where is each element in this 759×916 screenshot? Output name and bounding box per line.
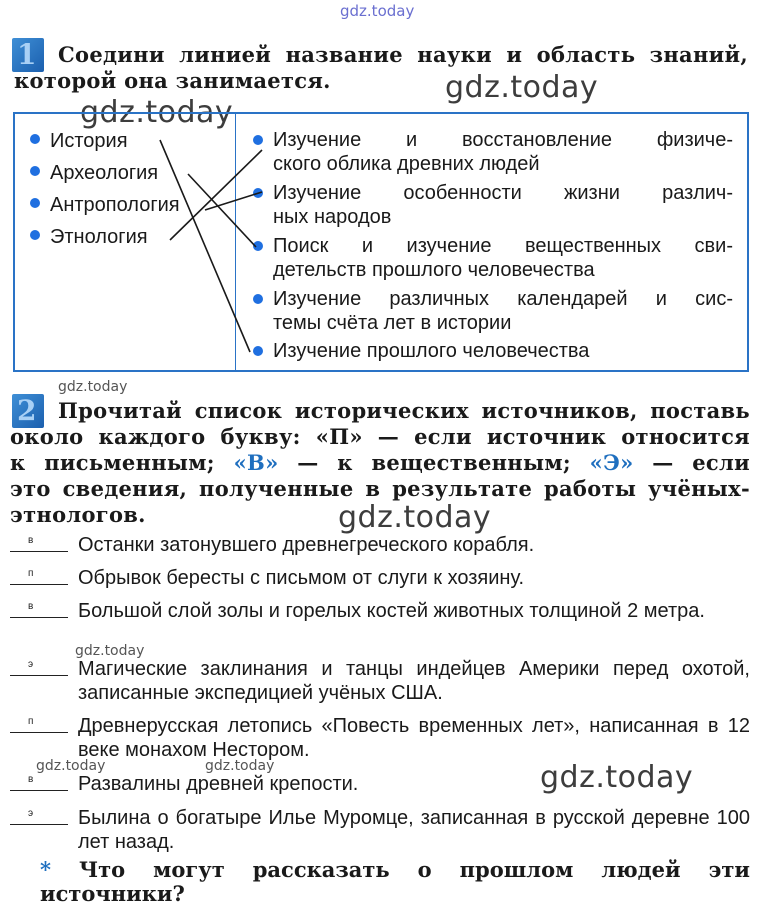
source-item xyxy=(10,772,750,796)
source-item xyxy=(10,657,750,705)
task-number: 1 xyxy=(17,38,37,71)
task3-question xyxy=(40,858,750,906)
task-number: 2 xyxy=(17,394,37,427)
heading-fragment: к письменным; xyxy=(10,450,234,475)
area-text-line: Изучение прошлого человечества xyxy=(273,340,590,362)
watermark: gdz.today xyxy=(58,379,128,395)
science-label: История xyxy=(50,130,128,152)
science-label: Археология xyxy=(50,162,159,184)
answer-blank[interactable] xyxy=(10,772,68,791)
source-item xyxy=(10,599,750,623)
source-text: Большой слой золы и горелых костей животных толщиной 2 метра. xyxy=(78,600,705,622)
heading-fragment: «Э» xyxy=(589,450,634,475)
source-item xyxy=(10,533,750,557)
answer-letter: п xyxy=(28,568,34,579)
match-line-archaeology-material xyxy=(188,174,256,247)
watermark: gdz.today xyxy=(36,758,106,774)
watermark: gdz.today xyxy=(445,70,599,105)
science-label: Этнология xyxy=(50,226,148,248)
source-item xyxy=(10,566,750,590)
answer-blank[interactable] xyxy=(10,533,68,552)
task3-text: Что могут рассказать о прошлом людей эти источники? xyxy=(40,857,750,906)
area-text-line: темы счёта лет в истории xyxy=(273,312,512,334)
answer-letter: п xyxy=(28,716,34,727)
task2-heading-line xyxy=(10,450,750,476)
source-text: Останки затонувшего древнегреческого корабля. xyxy=(78,534,535,556)
source-item xyxy=(10,806,750,854)
star-icon: * xyxy=(40,857,51,882)
answer-letter: э xyxy=(28,808,34,819)
watermark: gdz.today xyxy=(80,95,234,130)
answer-letter: э xyxy=(28,659,34,670)
area-text-line: Изучение и восстановление физиче- xyxy=(273,129,733,151)
source-text: Былина о богатыре Илье Муромце, записанная в русской деревне 100 лет назад. xyxy=(78,807,750,853)
answer-blank[interactable] xyxy=(10,806,68,825)
answer-blank[interactable] xyxy=(10,599,68,618)
answer-blank[interactable] xyxy=(10,657,68,676)
area-text-line: ского облика древних людей xyxy=(273,153,540,175)
source-text: Древнерусская летопись «Повесть временных лет», написанная в 12 веке монахом Нестором. xyxy=(78,715,750,761)
task2-heading-line: этнологов. xyxy=(10,502,146,527)
heading-fragment: — если xyxy=(633,450,750,475)
task2-heading-line: около каждого букву: «П» — если источник относится xyxy=(10,424,750,449)
area-text-line: ных народов xyxy=(273,206,392,228)
answer-letter: в xyxy=(28,601,34,612)
area-text-line: Изучение различных календарей и сис- xyxy=(273,288,733,310)
area-text-line: детельств прошлого человечества xyxy=(273,259,595,281)
source-text: Обрывок бересты с письмом от слуги к хозяину. xyxy=(78,567,525,589)
source-item xyxy=(10,714,750,762)
watermark: gdz.today xyxy=(75,643,145,659)
task2-heading-line: Прочитай список исторических источников, поставь xyxy=(58,398,750,423)
watermark: gdz.today xyxy=(205,758,275,774)
match-line-history-past xyxy=(160,140,250,352)
answer-letter: в xyxy=(28,774,34,785)
area-text-line: Изучение особенности жизни различ- xyxy=(273,182,733,204)
watermark-top: gdz.today xyxy=(340,2,415,20)
source-text: Развалины древней крепости. xyxy=(78,773,359,795)
source-text: Магические заклинания и танцы индейцев Америки перед охотой, записанные экспедицией учёных США. xyxy=(78,658,750,704)
watermark: gdz.today xyxy=(338,500,492,535)
heading-fragment: «В» xyxy=(233,450,279,475)
task2-heading-line: это сведения, полученные в результате работы учёных- xyxy=(10,476,750,501)
answer-blank[interactable] xyxy=(10,714,68,733)
heading-fragment: — к вещественным; xyxy=(278,450,590,475)
task1-heading-line: которой она занимается. xyxy=(14,68,331,93)
answer-blank[interactable] xyxy=(10,566,68,585)
task2-heading xyxy=(10,398,750,528)
answer-letter: в xyxy=(28,535,34,546)
science-label: Антропология xyxy=(50,194,180,216)
task1-heading-line: Соедини линией название науки и область знаний, xyxy=(58,42,748,67)
area-text-line: Поиск и изучение вещественных сви- xyxy=(273,235,733,257)
watermark: gdz.today xyxy=(540,760,694,795)
